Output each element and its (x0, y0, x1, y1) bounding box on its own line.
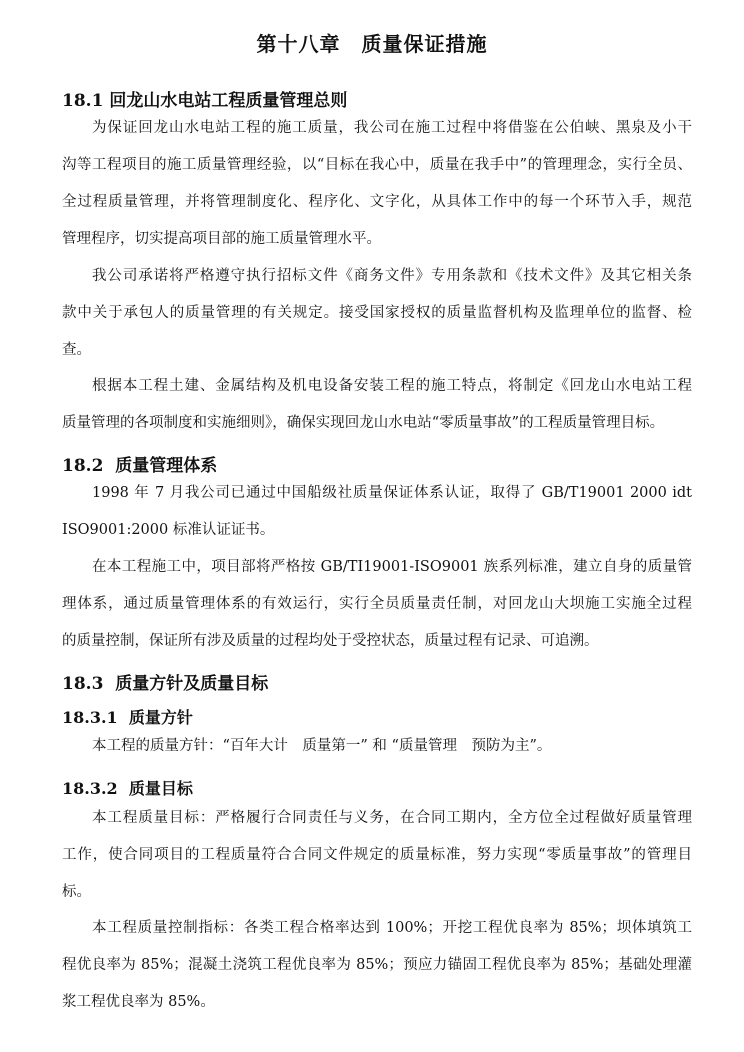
section-heading-18-3: 18.3 质量方针及质量目标 (62, 674, 269, 694)
text-line: 程优良率为 85%；混凝土浇筑工程优良率为 85%；预应力锚固工程优良率为 85%；基础处理灌 (62, 957, 692, 973)
text-line: 沟等工程项目的施工质量管理经验，以“目标在我心中，质量在我手中”的管理理念，实行全员、 (62, 157, 692, 173)
paragraph (62, 110, 692, 258)
text-line: 本工程质量控制指标：各类工程合格率达到 100%；开挖工程优良率为 85%；坝体填筑工 (92, 920, 692, 936)
text-line: 浆工程优良率为 85%。 (62, 994, 215, 1010)
paragraph (62, 368, 692, 442)
section-heading-18-3-2: 18.3.2 质量目标 (62, 779, 193, 798)
paragraph (62, 800, 692, 911)
text-line: 理体系，通过质量管理体系的有效运行，实行全员质量责任制，对回龙山大坝施工实施全过程 (62, 596, 692, 612)
text-line: 根据本工程土建、金属结构及机电设备安装工程的施工特点，将制定《回龙山水电站工程 (92, 378, 692, 394)
text-line: 查。 (62, 342, 91, 358)
text-line: 本工程质量目标：严格履行合同责任与义务，在合同工期内，全方位全过程做好质量管理 (92, 810, 692, 826)
section-heading-18-1: 18.1 回龙山水电站工程质量管理总则 (62, 91, 348, 111)
text-line: 本工程的质量方针：“百年大计 质量第一” 和 “质量管理 预防为主”。 (92, 738, 552, 754)
text-line: 全过程质量管理，并将管理制度化、程序化、文字化，从具体工作中的每一个环节入手，规范 (62, 194, 692, 210)
text-line: 质量管理的各项制度和实施细则》，确保实现回龙山水电站“零质量事故”的工程质量管理目标。 (62, 415, 665, 431)
text-line: 的质量控制，保证所有涉及质量的过程均处于受控状态，质量过程有记录、可追溯。 (62, 633, 599, 649)
section-heading-18-3-1: 18.3.1 质量方针 (62, 708, 193, 727)
paragraph (62, 910, 692, 1021)
chapter-title: 第十八章 质量保证措施 (256, 32, 488, 56)
text-line: 我公司承诺将严格遵守执行招标文件《商务文件》专用条款和《技术文件》及其它相关条 (92, 268, 692, 284)
paragraph (62, 258, 692, 369)
text-line: 1998 年 7 月我公司已通过中国船级社质量保证体系认证，取得了 GB/T19001 2000 idt (92, 485, 692, 501)
paragraph (62, 549, 692, 660)
text-line: ISO9001:2000 标准认证证书。 (62, 522, 275, 538)
text-line: 在本工程施工中，项目部将严格按 GB/TI19001-ISO9001 族系列标准，建立自身的质量管 (92, 559, 692, 575)
paragraph (62, 728, 692, 765)
text-line: 标。 (62, 884, 91, 900)
text-line: 款中关于承包人的质量管理的有关规定。接受国家授权的质量监督机构及监理单位的监督、检 (62, 305, 692, 321)
text-line: 管理程序，切实提高项目部的施工质量管理水平。 (62, 231, 381, 247)
text-line: 工作，使合同项目的工程质量符合合同文件规定的质量标准，努力实现“零质量事故”的管理目 (62, 847, 692, 863)
text-line: 为保证回龙山水电站工程的施工质量，我公司在施工过程中将借鉴在公伯峡、黑泉及小干 (92, 120, 692, 136)
paragraph (62, 475, 692, 549)
section-heading-18-2: 18.2 质量管理体系 (62, 456, 218, 476)
